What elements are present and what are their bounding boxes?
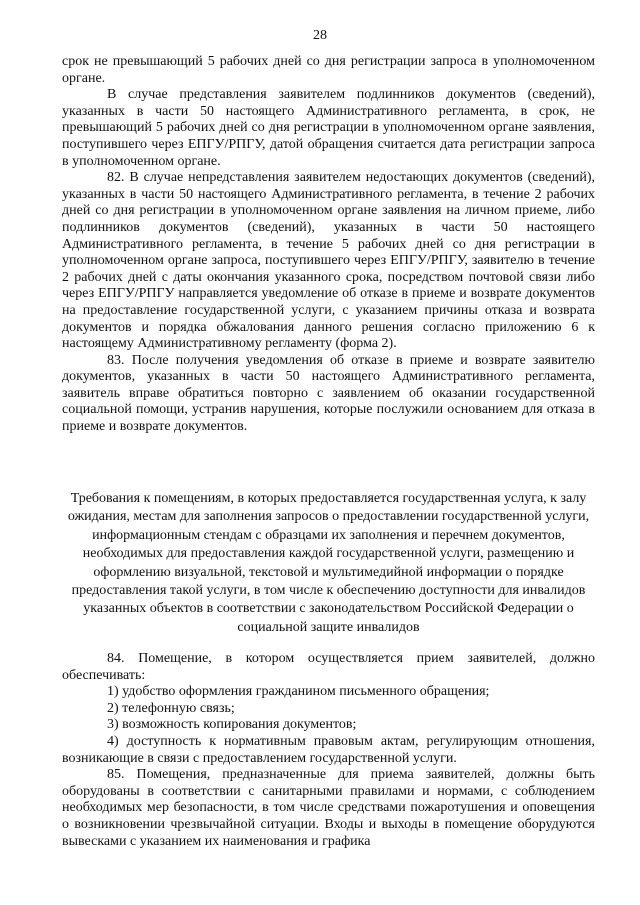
list-item-2: 2) телефонную связь; <box>107 700 235 716</box>
page-number: 28 <box>313 28 327 43</box>
paragraph-83: 83. После получения уведомления об отказе в приеме и возврате заявителю документов, указанных в части 50 настоящего Административного регламента, заявитель вправе обратиться повторно с заявлением об оказании государственной социальной помощи, устранив нарушения, которые послужили основанием для отказа в приеме и возврате документов. <box>62 352 595 435</box>
paragraph-continuation: срок не превышающий 5 рабочих дней со дня регистрации запроса в уполномоченном органе. <box>62 54 595 86</box>
paragraph-82: 82. В случае непредставления заявителем недостающих документов (сведений), указанных в части 50 настоящего Административного регламента, в течение 2 рабочих дней со дня регистрации в уполномоченном органе заявления на личном приеме, либо подлинников документов (сведений), указанных в части 50 настоящего Административного регламента, в течение 5 рабочих дней со дня регистрации в уполномоченном органе запроса, поступившего через ЕПГУ/РПГУ, заявителю в течение 2 рабочих дней с даты окончания указанного срока, посредством почтовой связи либо через ЕПГУ/РПГУ направляется уведомление об отказе в приеме и возврате документов на предоставление государственной услуги, с указанием причины отказа и возврата документов и порядка обжалования данного решения согласно приложению 6 к настоящему Административному регламенту (форма 2). <box>62 170 595 352</box>
list-item-3: 3) возможность копирования документов; <box>107 717 357 733</box>
section-heading: Требования к помещениям, в которых предоставляется государственная услуга, к залу ожидания, местам для заполнения запросов о предоставлении государственной услуги, информационным стендам с образцами их заполнения и перечнем документов, необходимых для предоставления каждой государственной услуги, размещению и оформлению визуальной, текстовой и мультимедийной информации о порядке предоставления такой услуги, в том числе к обеспечению доступности для инвалидов указанных объектов в соответствии с законодательством Российской Федерации о социальной защите инвалидов <box>67 491 590 635</box>
body-text-bottom <box>62 651 595 850</box>
paragraph-85: 85. Помещения, предназначенные для приема заявителей, должны быть оборудованы в соответствии с санитарными правилами и нормами, с соблюдением необходимых мер безопасности, в том числе средствами пожаротушения и оповещения о возникновении чрезвычайной ситуации. Входы и выходы в помещение оборудуются вывесками с указанием их наименования и графика <box>62 767 595 849</box>
list-item-1: 1) удобство оформления гражданином письменного обращения; <box>107 684 490 700</box>
body-text-top <box>62 54 595 436</box>
list-item-4: 4) доступность к нормативным правовым актам, регулирующим отношения, возникающие в связи с предоставлением государственной услуги. <box>62 733 595 766</box>
paragraph-84: 84. Помещение, в котором осуществляется прием заявителей, должно обеспечивать: <box>62 651 595 683</box>
paragraph-originals: В случае представления заявителем подлинников документов (сведений), указанных в части 50 настоящего Административного регламента, в срок, не превышающий 5 рабочих дней со дня регистрации в уполномоченном органе заявления, поступившего через ЕПГУ/РПГУ, датой обращения считается дата регистрации запроса в уполномоченном органе. <box>62 87 595 169</box>
